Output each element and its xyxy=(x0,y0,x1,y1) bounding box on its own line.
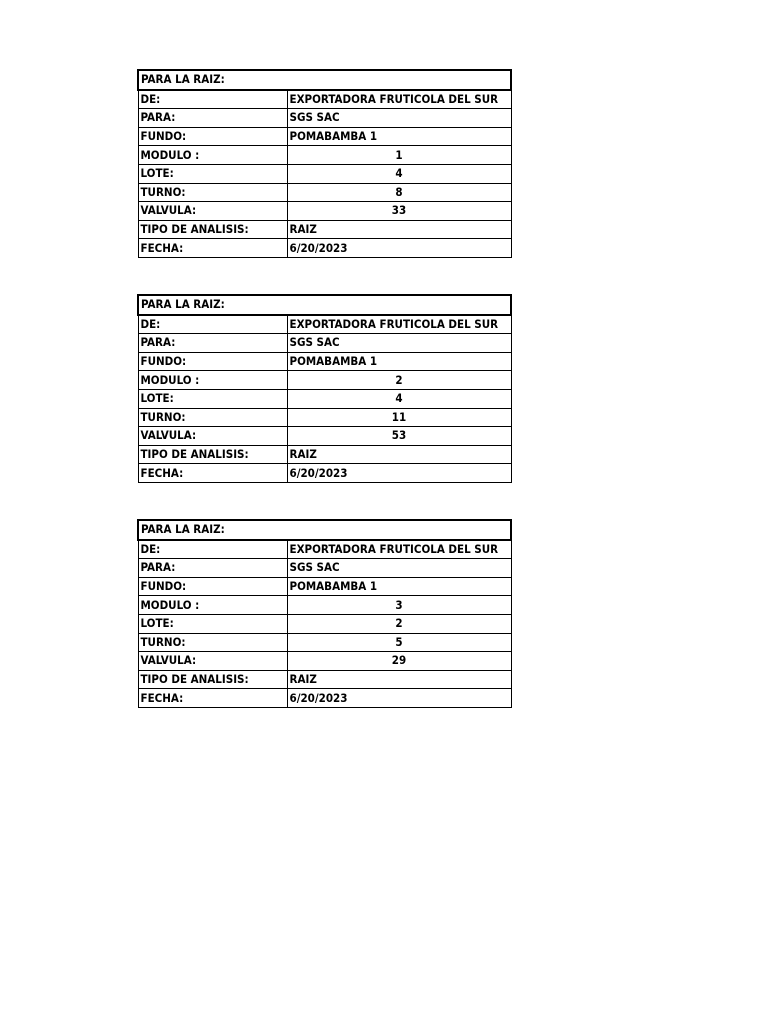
row-valvula xyxy=(138,652,511,671)
para-label: PARA: xyxy=(138,559,287,578)
row-tipo xyxy=(138,220,511,239)
valvula-label: VALVULA: xyxy=(138,652,287,671)
valvula-label: VALVULA: xyxy=(138,202,287,221)
turno-label: TURNO: xyxy=(138,408,287,427)
sample-label-table-3 xyxy=(137,519,512,708)
row-modulo xyxy=(138,596,511,615)
row-valvula xyxy=(138,202,511,221)
tipo-label: TIPO DE ANALISIS: xyxy=(138,220,287,239)
title-row xyxy=(138,70,511,90)
lote-label: LOTE: xyxy=(138,164,287,183)
row-turno xyxy=(138,408,511,427)
row-fecha xyxy=(138,239,511,258)
valvula-value: 29 xyxy=(287,652,511,671)
valvula-value: 33 xyxy=(287,202,511,221)
row-de xyxy=(138,540,511,559)
fundo-label: FUNDO: xyxy=(138,127,287,146)
modulo-value: 1 xyxy=(287,146,511,165)
lote-value: 4 xyxy=(287,389,511,408)
row-turno xyxy=(138,183,511,202)
fundo-value: POMABAMBA 1 xyxy=(287,577,511,596)
valvula-value: 53 xyxy=(287,427,511,446)
turno-label: TURNO: xyxy=(138,633,287,652)
de-label: DE: xyxy=(138,540,287,559)
row-lote xyxy=(138,389,511,408)
row-fecha xyxy=(138,689,511,708)
de-value: EXPORTADORA FRUTICOLA DEL SUR xyxy=(287,90,511,109)
modulo-value: 2 xyxy=(287,371,511,390)
tipo-value: RAIZ xyxy=(287,445,511,464)
lote-label: LOTE: xyxy=(138,614,287,633)
fundo-label: FUNDO: xyxy=(138,352,287,371)
table-title: PARA LA RAIZ: xyxy=(138,295,511,315)
fundo-value: POMABAMBA 1 xyxy=(287,352,511,371)
modulo-value: 3 xyxy=(287,596,511,615)
lote-value: 4 xyxy=(287,164,511,183)
row-fundo xyxy=(138,352,511,371)
turno-value: 5 xyxy=(287,633,511,652)
row-para xyxy=(138,559,511,578)
fecha-label: FECHA: xyxy=(138,239,287,258)
de-value: EXPORTADORA FRUTICOLA DEL SUR xyxy=(287,315,511,334)
turno-value: 8 xyxy=(287,183,511,202)
row-modulo xyxy=(138,146,511,165)
para-value: SGS SAC xyxy=(287,559,511,578)
turno-value: 11 xyxy=(287,408,511,427)
lote-label: LOTE: xyxy=(138,389,287,408)
row-turno xyxy=(138,633,511,652)
para-value: SGS SAC xyxy=(287,334,511,353)
row-lote xyxy=(138,614,511,633)
fundo-value: POMABAMBA 1 xyxy=(287,127,511,146)
modulo-label: MODULO : xyxy=(138,371,287,390)
turno-label: TURNO: xyxy=(138,183,287,202)
row-de xyxy=(138,315,511,334)
tipo-label: TIPO DE ANALISIS: xyxy=(138,445,287,464)
row-para xyxy=(138,109,511,128)
row-de xyxy=(138,90,511,109)
tipo-value: RAIZ xyxy=(287,220,511,239)
row-fundo xyxy=(138,577,511,596)
row-lote xyxy=(138,164,511,183)
fecha-label: FECHA: xyxy=(138,689,287,708)
modulo-label: MODULO : xyxy=(138,596,287,615)
row-tipo xyxy=(138,670,511,689)
row-fundo xyxy=(138,127,511,146)
row-modulo xyxy=(138,371,511,390)
sample-label-table-2 xyxy=(137,294,512,483)
para-value: SGS SAC xyxy=(287,109,511,128)
fecha-value: 6/20/2023 xyxy=(287,464,511,483)
tipo-value: RAIZ xyxy=(287,670,511,689)
de-label: DE: xyxy=(138,90,287,109)
fecha-value: 6/20/2023 xyxy=(287,689,511,708)
para-label: PARA: xyxy=(138,109,287,128)
para-label: PARA: xyxy=(138,334,287,353)
row-fecha xyxy=(138,464,511,483)
modulo-label: MODULO : xyxy=(138,146,287,165)
de-label: DE: xyxy=(138,315,287,334)
fundo-label: FUNDO: xyxy=(138,577,287,596)
valvula-label: VALVULA: xyxy=(138,427,287,446)
fecha-value: 6/20/2023 xyxy=(287,239,511,258)
title-row xyxy=(138,520,511,540)
fecha-label: FECHA: xyxy=(138,464,287,483)
row-valvula xyxy=(138,427,511,446)
lote-value: 2 xyxy=(287,614,511,633)
table-title: PARA LA RAIZ: xyxy=(138,520,511,540)
de-value: EXPORTADORA FRUTICOLA DEL SUR xyxy=(287,540,511,559)
sample-label-table-1 xyxy=(137,69,512,258)
title-row xyxy=(138,295,511,315)
row-para xyxy=(138,334,511,353)
tipo-label: TIPO DE ANALISIS: xyxy=(138,670,287,689)
row-tipo xyxy=(138,445,511,464)
table-title: PARA LA RAIZ: xyxy=(138,70,511,90)
